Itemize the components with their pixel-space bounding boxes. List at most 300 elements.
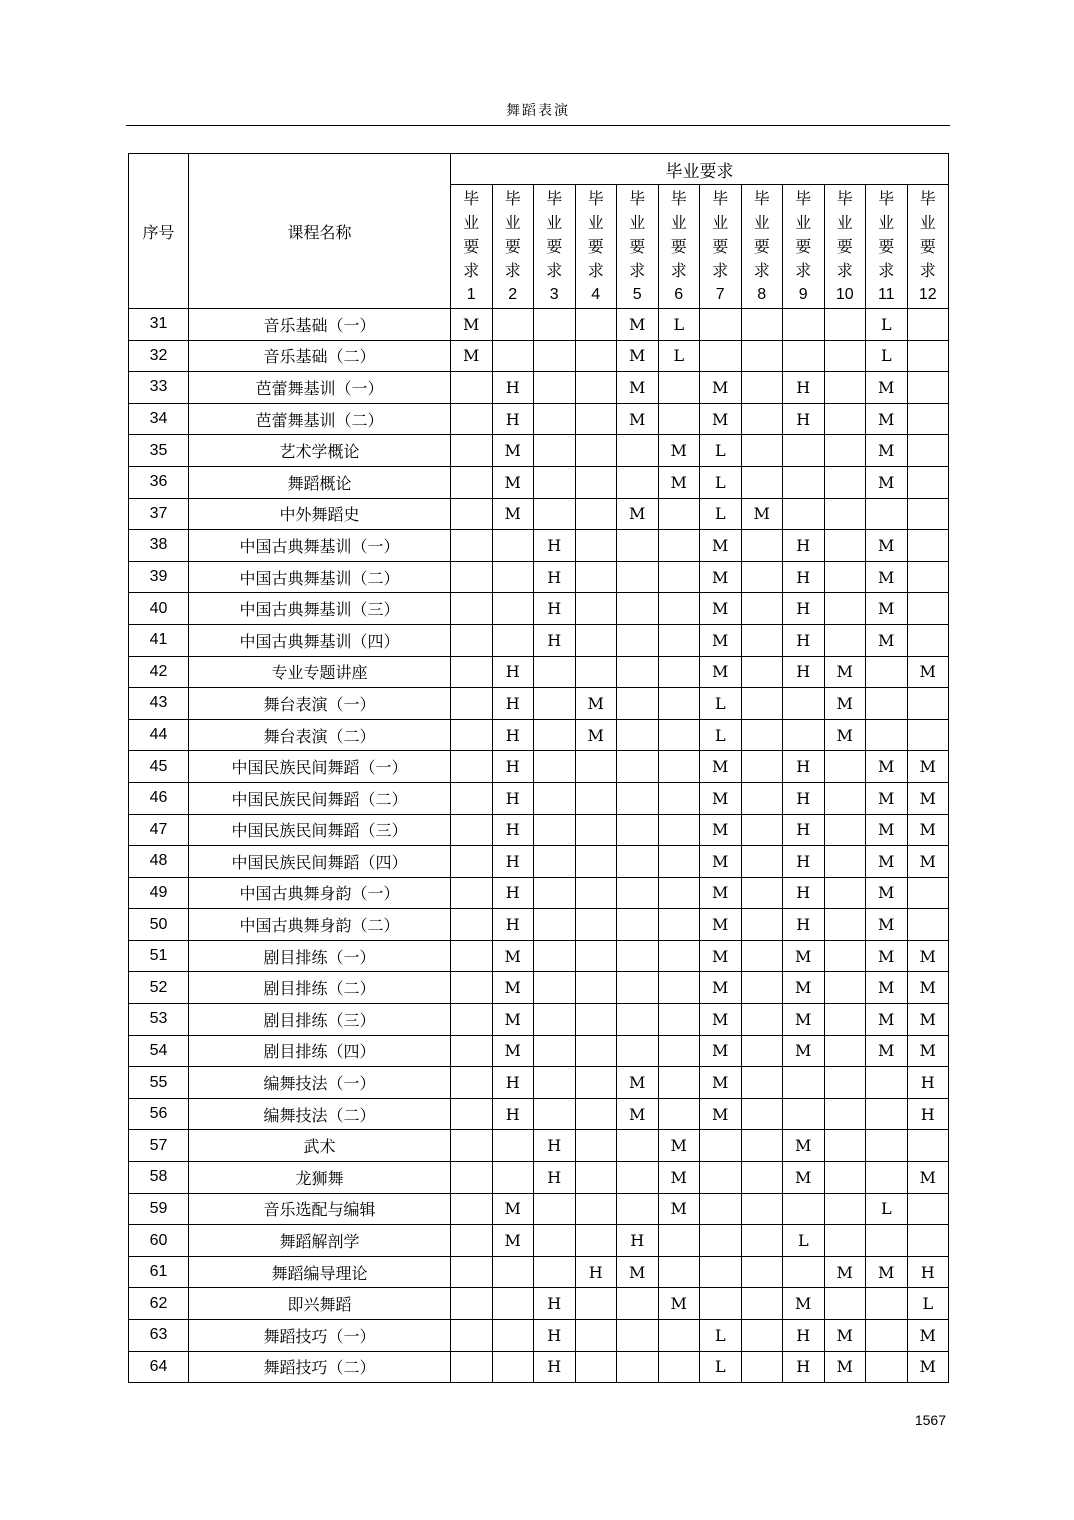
requirement-level-cell [741, 1351, 783, 1383]
requirement-level-cell [492, 624, 534, 656]
requirement-level-cell [741, 909, 783, 941]
requirement-level-cell: H [783, 814, 825, 846]
col-header-char: 要 [795, 236, 812, 256]
requirement-level-cell [783, 719, 825, 751]
requirement-level-cell: M [451, 340, 493, 372]
table-header [129, 154, 949, 309]
requirement-level-cell: M [783, 940, 825, 972]
requirement-level-cell: M [866, 1004, 908, 1036]
row-seq-cell: 39 [129, 561, 189, 593]
table-row [129, 1004, 949, 1036]
requirement-level-cell [824, 1162, 866, 1194]
requirement-level-cell: L [700, 719, 742, 751]
requirement-level-cell [783, 1256, 825, 1288]
requirement-level-cell [451, 656, 493, 688]
col-header-char: 求 [463, 260, 480, 280]
requirement-level-cell: M [824, 719, 866, 751]
requirement-level-cell: H [575, 1256, 617, 1288]
requirement-level-cell: M [866, 403, 908, 435]
requirement-level-cell [451, 1320, 493, 1352]
requirement-level-cell: M [575, 688, 617, 720]
requirement-level-cell: M [700, 624, 742, 656]
requirement-level-cell: L [783, 1225, 825, 1257]
requirement-level-cell [451, 530, 493, 562]
col-header-char: 业 [504, 212, 521, 232]
requirement-level-cell [451, 1225, 493, 1257]
requirement-level-cell [741, 1098, 783, 1130]
requirement-level-cell [824, 498, 866, 530]
col-header-number: 11 [877, 285, 895, 303]
requirement-level-cell: M [617, 1067, 659, 1099]
col-header-char: 求 [670, 260, 687, 280]
requirement-level-cell [658, 593, 700, 625]
row-course-name-cell: 舞蹈技巧（一） [189, 1320, 451, 1352]
requirement-level-cell [658, 1098, 700, 1130]
requirement-level-cell [575, 340, 617, 372]
requirement-level-cell: H [492, 782, 534, 814]
requirement-level-cell [658, 530, 700, 562]
requirement-level-cell [534, 719, 576, 751]
requirement-level-cell [866, 1162, 908, 1194]
col-header-char: 要 [919, 236, 936, 256]
requirement-level-cell [783, 466, 825, 498]
row-seq-cell: 63 [129, 1320, 189, 1352]
col-header-char: 业 [753, 212, 770, 232]
requirement-level-cell: M [492, 435, 534, 467]
requirement-level-cell: M [824, 1351, 866, 1383]
row-course-name-cell: 中国民族民间舞蹈（二） [189, 782, 451, 814]
requirement-level-cell: M [866, 624, 908, 656]
requirement-level-cell [741, 403, 783, 435]
requirement-level-cell [824, 782, 866, 814]
row-course-name-cell: 龙狮舞 [189, 1162, 451, 1194]
requirement-level-cell [824, 940, 866, 972]
row-course-name-cell: 音乐基础（一） [189, 309, 451, 341]
col-header-char: 业 [629, 212, 646, 232]
requirement-level-cell [907, 877, 949, 909]
row-course-name-cell: 剧目排练（一） [189, 940, 451, 972]
row-seq-cell: 55 [129, 1067, 189, 1099]
requirement-level-cell [658, 909, 700, 941]
requirement-level-cell [824, 624, 866, 656]
requirement-level-cell [824, 530, 866, 562]
requirement-level-cell [492, 593, 534, 625]
requirement-level-cell [575, 1004, 617, 1036]
requirement-level-cell [741, 1130, 783, 1162]
row-seq-cell: 34 [129, 403, 189, 435]
requirement-level-cell [824, 877, 866, 909]
requirement-level-cell [741, 340, 783, 372]
requirement-level-cell [741, 1004, 783, 1036]
table-row [129, 940, 949, 972]
requirement-level-cell [534, 340, 576, 372]
col-header-char: 毕 [836, 188, 853, 208]
table-row [129, 624, 949, 656]
requirement-level-cell [824, 1225, 866, 1257]
requirement-level-cell [700, 1193, 742, 1225]
requirement-level-cell: M [700, 561, 742, 593]
requirement-level-cell: M [492, 940, 534, 972]
requirement-level-cell [658, 372, 700, 404]
requirement-level-cell [575, 466, 617, 498]
requirement-level-cell [575, 403, 617, 435]
requirement-level-cell [534, 466, 576, 498]
requirement-level-cell: M [866, 466, 908, 498]
col-header-requirement-12 [907, 185, 949, 309]
requirement-level-cell [534, 1035, 576, 1067]
col-header-char: 业 [463, 212, 480, 232]
table-row [129, 593, 949, 625]
requirement-level-cell [824, 1193, 866, 1225]
requirement-level-cell [741, 1193, 783, 1225]
row-course-name-cell: 舞台表演（二） [189, 719, 451, 751]
row-course-name-cell: 即兴舞蹈 [189, 1288, 451, 1320]
requirement-level-cell: M [907, 1351, 949, 1383]
requirement-level-cell: M [907, 1320, 949, 1352]
requirement-level-cell [617, 1004, 659, 1036]
requirement-level-cell: H [492, 877, 534, 909]
requirement-level-cell [534, 877, 576, 909]
requirement-level-cell [866, 688, 908, 720]
row-seq-cell: 44 [129, 719, 189, 751]
row-course-name-cell: 音乐选配与编辑 [189, 1193, 451, 1225]
col-header-requirement-11 [866, 185, 908, 309]
row-course-name-cell: 剧目排练（三） [189, 1004, 451, 1036]
requirement-level-cell: M [783, 1288, 825, 1320]
requirement-level-cell: M [866, 1035, 908, 1067]
requirement-level-cell: H [534, 1288, 576, 1320]
table-row [129, 688, 949, 720]
requirement-level-cell: M [700, 593, 742, 625]
requirement-level-cell: H [492, 1067, 534, 1099]
col-header-number: 2 [508, 285, 518, 303]
col-header-number: 1 [466, 285, 476, 303]
requirement-level-cell [575, 909, 617, 941]
requirement-level-cell: H [783, 846, 825, 878]
requirement-level-cell: H [534, 561, 576, 593]
row-seq-cell: 40 [129, 593, 189, 625]
col-header-requirement-4 [575, 185, 617, 309]
requirement-level-cell [492, 561, 534, 593]
requirement-level-cell: M [617, 372, 659, 404]
requirement-level-cell [824, 561, 866, 593]
requirement-level-cell [534, 940, 576, 972]
table-row [129, 814, 949, 846]
requirement-level-cell [824, 751, 866, 783]
requirement-level-cell [866, 1288, 908, 1320]
row-course-name-cell: 专业专题讲座 [189, 656, 451, 688]
col-header-char: 毕 [753, 188, 770, 208]
col-header-char: 业 [587, 212, 604, 232]
requirement-level-cell: M [700, 751, 742, 783]
requirement-level-cell [534, 688, 576, 720]
col-header-char: 要 [753, 236, 770, 256]
requirement-level-cell [866, 1098, 908, 1130]
requirement-level-cell: H [783, 1320, 825, 1352]
requirement-level-cell: M [617, 309, 659, 341]
requirement-level-cell: H [783, 593, 825, 625]
requirement-level-cell: M [700, 1067, 742, 1099]
col-header-char: 求 [546, 260, 563, 280]
requirement-level-cell [575, 1320, 617, 1352]
requirement-level-cell [783, 1067, 825, 1099]
requirement-level-cell [451, 877, 493, 909]
requirement-level-cell [617, 1162, 659, 1194]
row-seq-cell: 38 [129, 530, 189, 562]
requirement-level-cell [617, 593, 659, 625]
requirement-level-cell: H [907, 1067, 949, 1099]
requirement-level-cell: M [866, 372, 908, 404]
requirement-level-cell [451, 498, 493, 530]
col-header-number: 9 [798, 285, 808, 303]
requirement-level-cell [824, 972, 866, 1004]
requirement-level-cell: L [866, 309, 908, 341]
requirement-level-cell [617, 435, 659, 467]
requirement-level-cell [700, 309, 742, 341]
requirement-level-cell [866, 1225, 908, 1257]
header-rule [126, 125, 950, 126]
requirement-level-cell: M [575, 719, 617, 751]
requirement-level-cell: M [492, 1035, 534, 1067]
requirement-level-cell: M [700, 656, 742, 688]
requirement-level-cell [741, 372, 783, 404]
requirement-level-cell: H [492, 656, 534, 688]
requirement-level-cell [617, 846, 659, 878]
requirement-level-cell [534, 909, 576, 941]
requirement-level-cell [658, 814, 700, 846]
requirement-level-cell [451, 814, 493, 846]
requirement-level-cell: M [907, 1035, 949, 1067]
requirement-level-cell [617, 1193, 659, 1225]
row-seq-cell: 59 [129, 1193, 189, 1225]
requirement-level-cell [907, 309, 949, 341]
requirement-level-cell [741, 877, 783, 909]
requirement-level-cell: H [534, 1162, 576, 1194]
requirement-level-cell [534, 1256, 576, 1288]
col-header-char: 业 [795, 212, 812, 232]
requirement-level-cell [741, 1288, 783, 1320]
table-row [129, 340, 949, 372]
requirement-level-cell: L [700, 688, 742, 720]
col-header-number: 5 [632, 285, 642, 303]
col-header-seq: 序号 [129, 154, 189, 309]
requirement-level-cell [575, 972, 617, 1004]
table-row [129, 1067, 949, 1099]
table-row [129, 561, 949, 593]
requirement-level-cell [534, 656, 576, 688]
row-course-name-cell: 中外舞蹈史 [189, 498, 451, 530]
requirement-level-cell: M [907, 814, 949, 846]
requirement-level-cell [617, 466, 659, 498]
requirement-level-cell [824, 1035, 866, 1067]
requirement-level-cell [451, 782, 493, 814]
col-header-char: 要 [629, 236, 646, 256]
requirement-level-cell [617, 814, 659, 846]
requirement-level-cell: H [534, 624, 576, 656]
table-row [129, 656, 949, 688]
requirement-level-cell [907, 1225, 949, 1257]
col-header-char: 求 [836, 260, 853, 280]
requirement-level-cell: H [783, 782, 825, 814]
requirement-level-cell [575, 1035, 617, 1067]
requirement-level-cell: M [866, 435, 908, 467]
col-header-char: 要 [463, 236, 480, 256]
requirement-level-cell [534, 1225, 576, 1257]
requirement-level-cell [741, 1067, 783, 1099]
row-course-name-cell: 艺术学概论 [189, 435, 451, 467]
table-row [129, 1098, 949, 1130]
requirement-level-cell: M [783, 1035, 825, 1067]
requirement-level-cell: L [907, 1288, 949, 1320]
requirement-level-cell: L [700, 435, 742, 467]
requirement-level-cell: M [700, 403, 742, 435]
table-row [129, 1035, 949, 1067]
requirement-level-cell: H [783, 1351, 825, 1383]
requirement-level-cell: H [907, 1098, 949, 1130]
row-seq-cell: 58 [129, 1162, 189, 1194]
requirement-level-cell: H [492, 846, 534, 878]
requirement-level-cell [658, 403, 700, 435]
requirement-level-cell [575, 530, 617, 562]
requirement-level-cell [451, 1288, 493, 1320]
requirement-level-cell [617, 1130, 659, 1162]
col-header-char: 要 [504, 236, 521, 256]
requirement-level-cell: M [907, 782, 949, 814]
page-header-title: 舞蹈表演 [506, 103, 570, 119]
col-header-char: 毕 [670, 188, 687, 208]
row-seq-cell: 50 [129, 909, 189, 941]
table-row [129, 972, 949, 1004]
requirement-level-cell [824, 1067, 866, 1099]
requirement-level-cell: M [824, 1256, 866, 1288]
requirement-level-cell [617, 719, 659, 751]
row-course-name-cell: 舞蹈概论 [189, 466, 451, 498]
requirement-level-cell [824, 372, 866, 404]
requirement-level-cell [658, 656, 700, 688]
col-header-char: 要 [670, 236, 687, 256]
requirement-level-cell: M [658, 1288, 700, 1320]
requirement-level-cell [575, 309, 617, 341]
requirement-level-cell: M [451, 309, 493, 341]
requirement-level-cell [575, 1098, 617, 1130]
col-header-number: 12 [918, 285, 937, 303]
row-course-name-cell: 剧目排练（四） [189, 1035, 451, 1067]
row-seq-cell: 51 [129, 940, 189, 972]
requirement-level-cell [534, 782, 576, 814]
requirement-level-cell: M [866, 814, 908, 846]
row-seq-cell: 45 [129, 751, 189, 783]
col-header-requirement-6 [658, 185, 700, 309]
col-header-char: 要 [712, 236, 729, 256]
col-header-number: 3 [549, 285, 559, 303]
requirement-level-cell [575, 782, 617, 814]
requirement-level-cell [658, 846, 700, 878]
col-header-char: 毕 [463, 188, 480, 208]
table-row [129, 1256, 949, 1288]
row-seq-cell: 54 [129, 1035, 189, 1067]
requirement-level-cell: M [617, 1256, 659, 1288]
row-course-name-cell: 中国古典舞基训（一） [189, 530, 451, 562]
requirement-level-cell [575, 624, 617, 656]
col-header-requirement-3 [534, 185, 576, 309]
requirement-level-cell [534, 751, 576, 783]
requirement-level-cell: H [534, 530, 576, 562]
requirement-level-cell: H [783, 656, 825, 688]
row-seq-cell: 46 [129, 782, 189, 814]
requirement-level-cell [534, 1067, 576, 1099]
col-header-char: 要 [546, 236, 563, 256]
requirement-level-cell [824, 340, 866, 372]
requirement-level-cell [824, 1098, 866, 1130]
requirement-level-cell [741, 1256, 783, 1288]
requirement-level-cell: L [658, 340, 700, 372]
row-course-name-cell: 舞蹈解剖学 [189, 1225, 451, 1257]
requirement-level-cell [617, 1351, 659, 1383]
requirement-level-cell [451, 561, 493, 593]
requirement-level-cell: M [658, 435, 700, 467]
requirement-level-cell [700, 1130, 742, 1162]
table-row [129, 1320, 949, 1352]
requirement-level-cell [741, 814, 783, 846]
requirement-level-cell [617, 751, 659, 783]
requirement-level-cell [617, 972, 659, 1004]
requirement-level-cell: M [907, 846, 949, 878]
requirement-level-cell: M [492, 1193, 534, 1225]
table-body [129, 309, 949, 1383]
requirement-level-cell [492, 1351, 534, 1383]
requirement-level-cell [783, 340, 825, 372]
requirement-level-cell [451, 1004, 493, 1036]
requirement-level-cell [741, 782, 783, 814]
requirement-level-cell: H [783, 909, 825, 941]
requirement-level-cell: M [492, 972, 534, 1004]
col-header-char: 业 [712, 212, 729, 232]
requirement-level-cell [492, 530, 534, 562]
requirement-level-cell [700, 1256, 742, 1288]
requirement-level-cell: L [866, 340, 908, 372]
requirement-level-cell: M [866, 782, 908, 814]
requirement-level-cell [907, 435, 949, 467]
requirement-level-cell [575, 1351, 617, 1383]
requirement-level-cell [492, 1130, 534, 1162]
col-header-char: 业 [836, 212, 853, 232]
requirement-level-cell: M [492, 466, 534, 498]
requirement-level-cell [907, 530, 949, 562]
table-row [129, 1193, 949, 1225]
requirement-level-cell [658, 1035, 700, 1067]
requirement-level-cell: M [866, 530, 908, 562]
requirement-level-cell [658, 782, 700, 814]
requirement-level-cell: H [492, 372, 534, 404]
row-course-name-cell: 舞台表演（一） [189, 688, 451, 720]
row-seq-cell: 41 [129, 624, 189, 656]
requirement-level-cell: M [866, 593, 908, 625]
requirement-level-cell [783, 498, 825, 530]
requirement-level-cell [658, 719, 700, 751]
requirement-level-cell [824, 909, 866, 941]
requirement-level-cell [741, 972, 783, 1004]
requirement-level-cell: M [907, 1004, 949, 1036]
requirement-level-cell [451, 1351, 493, 1383]
requirement-level-cell [700, 1225, 742, 1257]
col-header-char: 毕 [546, 188, 563, 208]
requirement-level-cell [451, 1162, 493, 1194]
requirement-level-cell [492, 1320, 534, 1352]
requirement-level-cell [658, 940, 700, 972]
requirement-level-cell: M [866, 972, 908, 1004]
requirement-level-cell: M [658, 1162, 700, 1194]
table-row [129, 466, 949, 498]
